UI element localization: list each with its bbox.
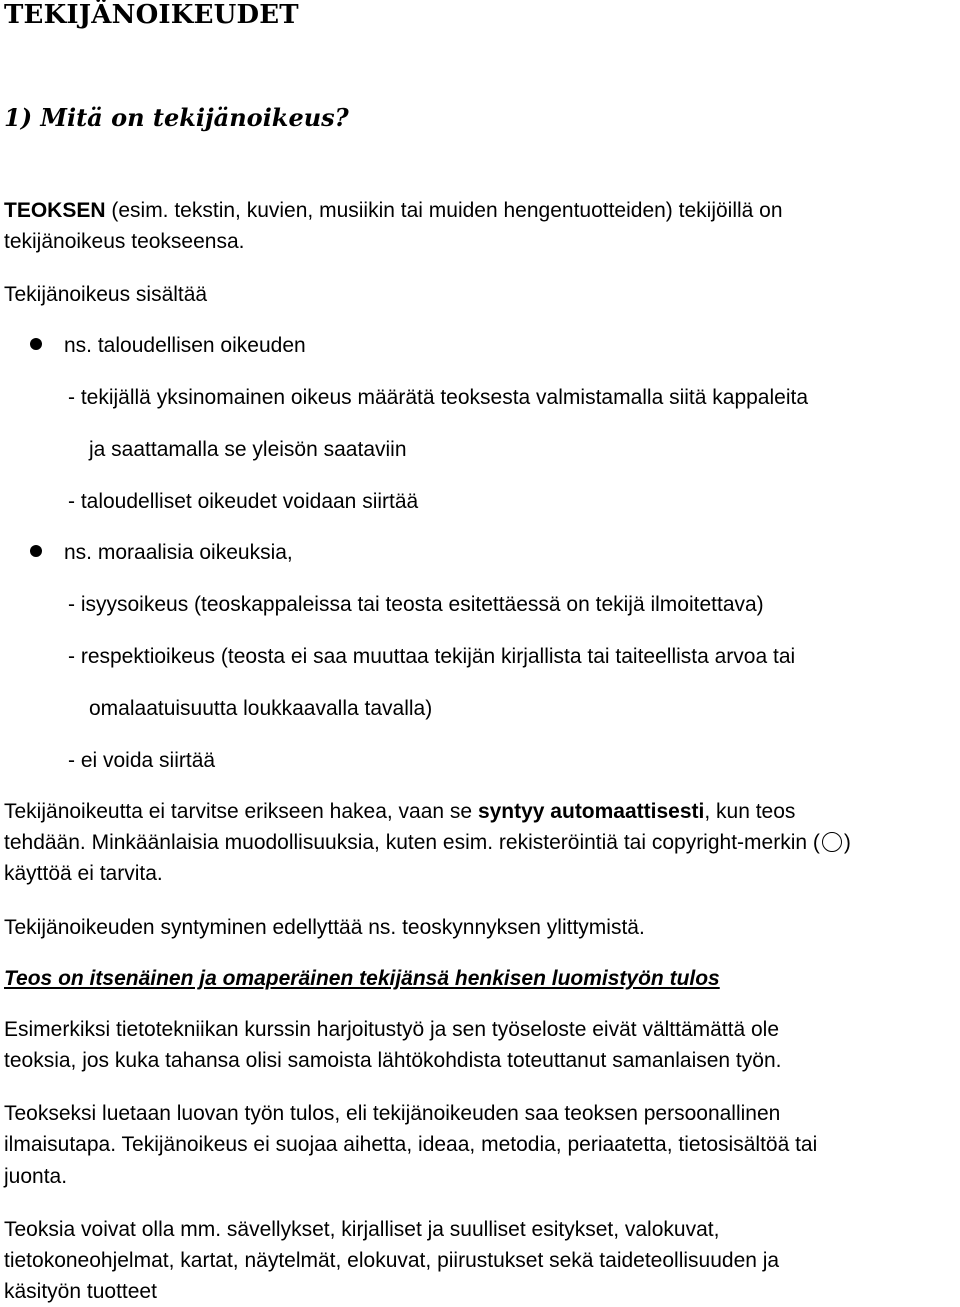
copyright-symbol-icon (822, 832, 842, 852)
bullet-dot-icon (30, 545, 42, 557)
bullet-economic-label: ns. taloudellisen oikeuden (64, 334, 306, 357)
works-line-1: Teoksia voivat olla mm. sävellykset, kirjalliset ja suulliset esitykset, valokuvat, (4, 1218, 720, 1241)
auto-line-2 (4, 827, 851, 858)
threshold-line: Tekijänoikeuden syntyminen edellyttää ns. teoskynnyksen ylittymistä. (4, 916, 645, 939)
works-line-3: käsityön tuotteet (4, 1280, 157, 1303)
auto-line-1 (4, 796, 795, 827)
intro-line-2: tekijänoikeus teokseensa. (4, 230, 245, 253)
bullet-moral (30, 537, 293, 568)
intro-line-1 (4, 195, 783, 226)
moral-line-3: omalaatuisuutta loukkaavalla tavalla) (89, 697, 433, 720)
economic-line-1: - tekijällä yksinomainen oikeus määrätä teoksesta valmistamalla siitä kappaleita (68, 386, 809, 409)
document-title: TEKIJÄNOIKEUDET (4, 0, 299, 30)
expression-line-3: juonta. (4, 1165, 68, 1188)
expression-line-1: Teokseksi luetaan luovan työn tulos, eli tekijänoikeuden saa teoksen persoonallinen (4, 1102, 781, 1125)
auto-line-3: käyttöä ei tarvita. (4, 862, 163, 885)
definition-line: Teos on itsenäinen ja omaperäinen tekijänsä henkisen luomistyön tulos (4, 967, 720, 990)
section-heading: 1) Mitä on tekijänoikeus? (4, 103, 349, 132)
bullet-economic (30, 330, 306, 361)
example-line-2: teoksia, jos kuka tahansa olisi samoista lähtökohdista toteuttanut samanlaisen työn. (4, 1049, 782, 1072)
contains-label: Tekijänoikeus sisältää (4, 283, 208, 306)
bullet-dot-icon (30, 338, 42, 350)
economic-line-2: ja saattamalla se yleisön saataviin (89, 438, 407, 461)
economic-line-3: - taloudelliset oikeudet voidaan siirtää (68, 490, 419, 513)
auto-line-1-bold: syntyy automaattisesti (477, 800, 705, 823)
auto-line-2-post: ) (843, 831, 851, 854)
works-line-2: tietokoneohjelmat, kartat, näytelmät, elokuvat, piirustukset sekä taideteollisuuden ja (4, 1249, 780, 1272)
auto-line-1-post: , kun teos (704, 800, 796, 823)
auto-line-2-pre: tehdään. Minkäänlaisia muodollisuuksia, kuten esim. rekisteröintiä tai copyright-merkin ( (4, 831, 820, 854)
auto-line-1-pre: Tekijänoikeutta ei tarvitse erikseen hakea, vaan se (4, 800, 478, 823)
intro-line-1-rest: (esim. tekstin, kuvien, musiikin tai muiden hengentuotteiden) tekijöillä on (105, 199, 783, 222)
example-line-1: Esimerkiksi tietotekniikan kurssin harjoitustyö ja sen työseloste eivät välttämättä ole (4, 1018, 780, 1041)
moral-line-4: - ei voida siirtää (68, 749, 216, 772)
moral-line-1: - isyysoikeus (teoskappaleissa tai teosta esitettäessä on tekijä ilmoitettava) (68, 593, 764, 616)
intro-lead-bold: TEOKSEN (4, 199, 106, 222)
moral-line-2: - respektioikeus (teosta ei saa muuttaa tekijän kirjallista tai taiteellista arvoa tai (68, 645, 796, 668)
bullet-moral-label: ns. moraalisia oikeuksia, (64, 541, 293, 564)
expression-line-2: ilmaisutapa. Tekijänoikeus ei suojaa aihetta, ideaa, metodia, periaatetta, tietosisältöä tai (4, 1133, 818, 1156)
